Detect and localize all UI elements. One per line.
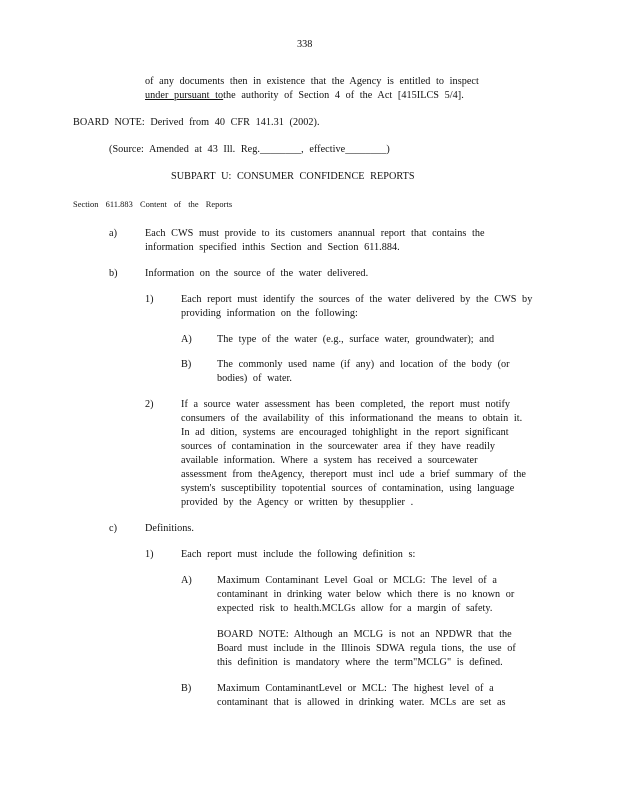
board-note-mclg-line-1: BOARD NOTE: Although an MCLG is not an NPDWR that the <box>217 629 512 640</box>
para-a-line-1: Each CWS must provide to its customers anannual report that contains the <box>145 228 485 239</box>
marker-b: b) <box>109 268 118 279</box>
marker-c: c) <box>109 523 118 534</box>
para-b2-line-7: system's susceptibility topotential sources of contamination, using language <box>181 483 515 494</box>
para-c1a-line-1: Maximum Contaminant Level Goal or MCLG: The level of a <box>217 575 497 586</box>
para-c1b-line-2: contaminant that is allowed in drinking water. MCLs are set as <box>217 697 506 708</box>
para-c1a-line-3: expected risk to health.MCLGs allow for a margin of safety. <box>217 603 493 614</box>
para-b2-line-4: sources of contamination in the sourcewater area if they have readily <box>181 441 496 452</box>
para-b2-line-3: In ad dition, systems are encouraged tohighlight in the report significant <box>181 427 509 438</box>
marker-b1: 1) <box>145 294 154 305</box>
section-heading: Section 611.883 Content of the Reports <box>73 200 233 209</box>
source-note: (Source: Amended at 43 Ill. Reg.________, effective________) <box>109 144 390 155</box>
para-b2-line-2: consumers of the availability of this informationand the means to obtain it. <box>181 413 523 424</box>
marker-c1a: A) <box>181 575 192 586</box>
para-b1a-line-1: The type of the water (e.g., surface water, groundwater); and <box>217 334 495 345</box>
marker-b1b: B) <box>181 359 192 370</box>
board-note-mclg-line-2: Board must include in the Illinois SDWA regula tions, the use of <box>217 643 516 654</box>
marker-c1b: B) <box>181 683 192 694</box>
para-b2-line-1: If a source water assessment has been completed, the report must notify <box>181 399 511 410</box>
marker-b1a: A) <box>181 334 192 345</box>
marker-c1: 1) <box>145 549 154 560</box>
para-c-line-1: Definitions. <box>145 523 194 534</box>
para-b1b-line-1: The commonly used name (if any) and location of the body (or <box>217 359 510 370</box>
subpart-title: SUBPART U: CONSUMER CONFIDENCE REPORTS <box>171 171 415 182</box>
marker-b2: 2) <box>145 399 154 410</box>
cont-line-2-rest: the authority of Section 4 of the Act [415ILCS 5/4]. <box>223 90 464 101</box>
para-b2-line-6: assessment from theAgency, thereport must incl ude a brief summary of the <box>181 469 526 480</box>
cont-line-2 <box>145 89 464 102</box>
para-b-line-1: Information on the source of the water delivered. <box>145 268 369 279</box>
page-number: 338 <box>297 39 313 50</box>
struck-text: pursuant to <box>174 90 224 101</box>
board-note-mclg-line-3: this definition is mandatory where the term"MCLG" is defined. <box>217 657 503 668</box>
cont-line-1: of any documents then in existence that the Agency is entitled to inspect <box>145 76 479 87</box>
para-b1-line-1: Each report must identify the sources of the water delivered by the CWS by <box>181 294 533 305</box>
para-b1b-line-2: bodies) of water. <box>217 373 293 384</box>
para-b2-line-5: available information. Where a system has received a sourcewater <box>181 455 478 466</box>
board-note-derived: BOARD NOTE: Derived from 40 CFR 141.31 (2002). <box>73 117 320 128</box>
para-c1-line-1: Each report must include the following definition s: <box>181 549 416 560</box>
para-c1a-line-2: contaminant in drinking water below which there is no known or <box>217 589 515 600</box>
marker-a: a) <box>109 228 118 239</box>
para-c1b-line-1: Maximum ContaminantLevel or MCL: The highest level of a <box>217 683 494 694</box>
para-a-line-2: information specified inthis Section and Section 611.884. <box>145 242 400 253</box>
para-b1-line-2: providing information on the following: <box>181 308 358 319</box>
underlined-text: under <box>145 90 175 101</box>
para-b2-line-8: provided by the Agency or written by thesupplier . <box>181 497 414 508</box>
